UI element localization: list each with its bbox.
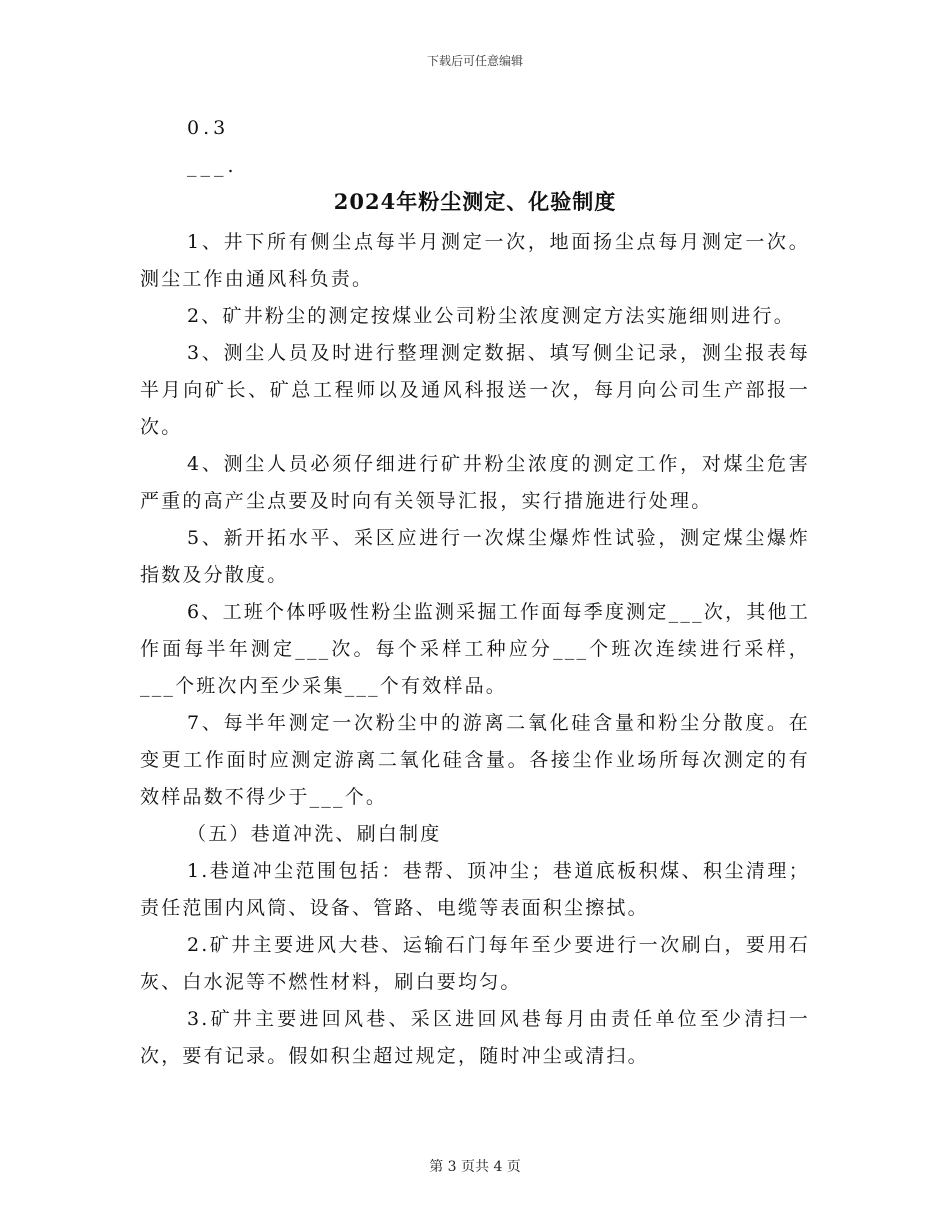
document-title: 2024年粉尘测定、化验制度 bbox=[333, 189, 617, 214]
paragraph-9: 2.矿井主要进风大巷、运输石门每年至少要进行一次刷白，要用石灰、白水泥等不燃性材料，刷白要均匀。 bbox=[140, 934, 810, 993]
paragraph-8: 1.巷道冲尘范围包括：巷帮、顶冲尘；巷道底板积煤、积尘清理；责任范围内风筒、设备、管路、电缆等表面积尘擦拭。 bbox=[140, 860, 810, 919]
page-header: 下载后可任意编辑 bbox=[426, 54, 523, 68]
paragraph-10: 3.矿井主要进回风巷、采区进回风巷每月由责任单位至少清扫一次，要有记录。假如积尘超过规定，随时冲尘或清扫。 bbox=[140, 1008, 810, 1067]
leading-number: 0.3 bbox=[187, 117, 230, 139]
paragraph-7: 7、每半年测定一次粉尘中的游离二氧化硅含量和粉尘分散度。在变更工作面时应测定游离二氧化硅含量。各接尘作业场所每次测定的有效样品数不得少于___个。 bbox=[140, 712, 810, 808]
leading-blank: ___. bbox=[187, 155, 238, 177]
section-heading: （五）巷道冲洗、刷白制度 bbox=[187, 823, 442, 845]
paragraph-1: 1、井下所有侧尘点每半月测定一次，地面扬尘点每月测定一次。测尘工作由通风科负责。 bbox=[140, 231, 810, 290]
document-body bbox=[140, 224, 810, 1075]
paragraph-3: 3、测尘人员及时进行整理测定数据、填写侧尘记录，测尘报表每半月向矿长、矿总工程师以及通风科报送一次，每月向公司生产部报一次。 bbox=[140, 342, 810, 438]
paragraph-4: 4、测尘人员必须仔细进行矿井粉尘浓度的测定工作，对煤尘危害严重的高产尘点要及时向有关领导汇报，实行措施进行处理。 bbox=[140, 453, 810, 512]
paragraph-6: 6、工班个体呼吸性粉尘监测采掘工作面每季度测定___次，其他工作面每半年测定___次。每个采样工种应分___个班次连续进行采样，___个班次内至少采集___个有效样品。 bbox=[140, 601, 810, 697]
paragraph-5: 5、新开拓水平、采区应进行一次煤尘爆炸性试验，测定煤尘爆炸指数及分散度。 bbox=[140, 527, 810, 586]
page-footer: 第 3 页共 4 页 bbox=[429, 1159, 521, 1175]
paragraph-2: 2、矿井粉尘的测定按煤业公司粉尘浓度测定方法实施细则进行。 bbox=[187, 305, 795, 327]
